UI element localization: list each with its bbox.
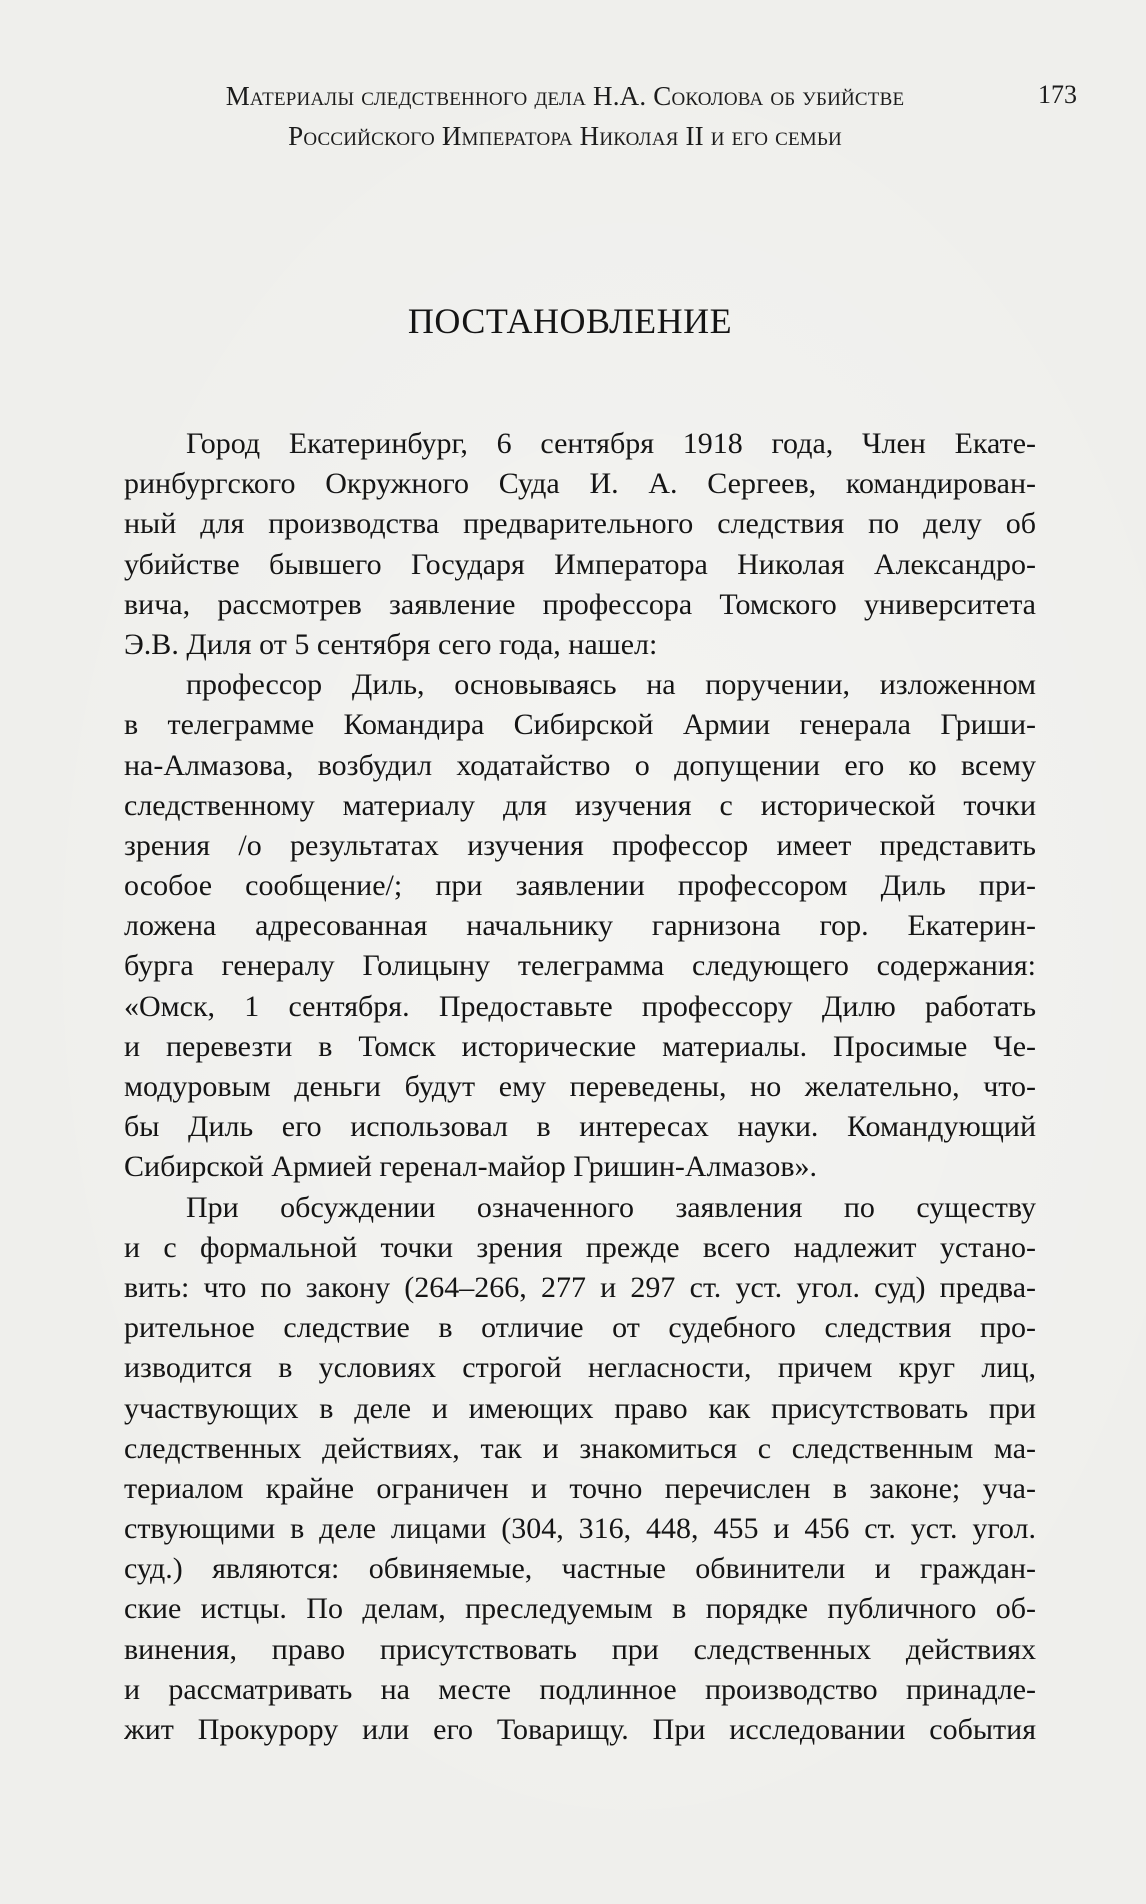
running-header-line-1: Материалы следственного дела Н.А. Соколова об убийстве	[225, 81, 905, 111]
text-line: При обсуждении означенного заявления по существу	[186, 1190, 1036, 1224]
text-line: Сибирской Армией геренал-майор Гришин-Алмазов».	[124, 1150, 817, 1184]
text-line: ствующими в деле лицами (304, 316, 448, 455 и 456 ст. уст. угол.	[124, 1512, 1036, 1546]
document-body	[124, 424, 1036, 1750]
text-line: следственному материалу для изучения с исторической точки	[124, 788, 1036, 822]
text-line: рительное следствие в отличие от судебного следствия про-	[124, 1311, 1036, 1345]
text-line: и с формальной точки зрения прежде всего надлежит устано-	[124, 1230, 1036, 1264]
running-header	[150, 76, 980, 156]
text-line: Город Екатеринбург, 6 сентября 1918 года, Член Екате-	[186, 427, 1036, 460]
page-number: 173	[1038, 80, 1077, 109]
text-line: ринбургского Окружного Суда И. А. Сергеев, командирован-	[124, 467, 1036, 501]
text-line: на-Алмазова, возбудил ходатайство о допущении его ко всему	[124, 748, 1036, 782]
text-line: бы Диль его использовал в интересах науки. Командующий	[124, 1110, 1036, 1144]
text-line: Э.В. Диля от 5 сентября сего года, нашел:	[124, 627, 658, 661]
document-title: ПОСТАНОВЛЕНИЕ	[407, 301, 733, 341]
text-line: винения, право присутствовать при следственных действиях	[124, 1632, 1036, 1666]
text-line: зрения /о результатах изучения профессор имеет представить	[124, 828, 1036, 862]
text-line: участвующих в деле и имеющих право как присутствовать при	[124, 1391, 1036, 1425]
text-line: и рассматривать на месте подлинное производство принадле-	[124, 1672, 1036, 1706]
text-line: изводится в условиях строгой негласности, причем круг лиц,	[124, 1351, 1036, 1385]
text-line: ложена адресованная начальнику гарнизона гор. Екатерин-	[124, 909, 1036, 943]
text-line: териалом крайне ограничен и точно перечислен в законе; уча-	[124, 1471, 1036, 1505]
text-line: жит Прокурору или его Товарищу. При исследовании события	[124, 1713, 1036, 1746]
text-line: ские истцы. По делам, преследуемым в порядке публичного об-	[124, 1592, 1036, 1626]
text-line: бурга генералу Голицыну телеграмма следующего содержания:	[124, 949, 1036, 983]
text-line: профессор Диль, основываясь на поручении, изложенном	[186, 668, 1036, 702]
text-line: вича, рассмотрев заявление профессора Томского университета	[124, 587, 1036, 621]
running-header-line-2: Российского Императора Николая II и его семьи	[288, 121, 842, 151]
text-line: и перевезти в Томск исторические материалы. Просимые Че-	[124, 1029, 1036, 1063]
text-line: следственных действиях, так и знакомиться с следственным ма-	[124, 1431, 1036, 1465]
text-line: в телеграмме Командира Сибирской Армии генерала Гриши-	[124, 708, 1036, 742]
text-line: модуровым деньги будут ему переведены, но желательно, что-	[124, 1070, 1036, 1103]
text-line: ный для производства предварительного следствия по делу об	[124, 507, 1036, 541]
text-line: особое сообщение/; при заявлении профессором Диль при-	[124, 869, 1036, 903]
text-line: «Омск, 1 сентября. Предоставьте профессору Дилю работать	[124, 989, 1036, 1023]
text-line: суд.) являются: обвиняемые, частные обвинители и граждан-	[124, 1552, 1036, 1586]
text-line: вить: что по закону (264–266, 277 и 297 ст. уст. угол. суд) предва-	[124, 1270, 1036, 1304]
text-line: убийстве бывшего Государя Императора Николая Александро-	[124, 547, 1036, 581]
